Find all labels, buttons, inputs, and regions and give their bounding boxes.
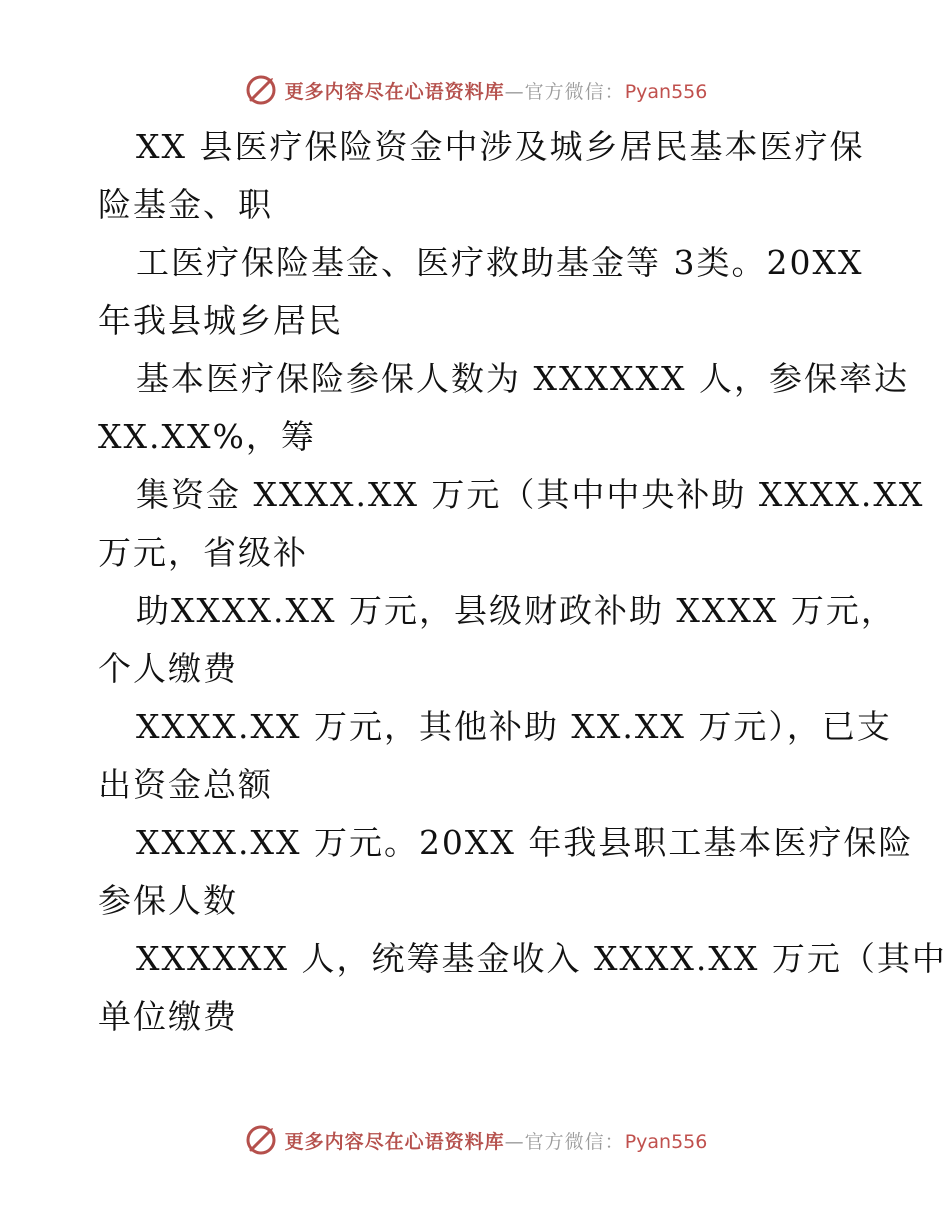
text-line: 险基金、职	[98, 185, 273, 224]
document-body	[98, 118, 947, 1046]
banner-dash: —	[504, 1130, 525, 1153]
header-banner	[0, 70, 950, 110]
text-line: 出资金总额	[98, 765, 273, 804]
banner-text	[285, 77, 708, 104]
banner-dash: —	[504, 80, 525, 103]
text-line: XX 县医疗保险资金中涉及城乡居民基本医疗保	[136, 127, 865, 166]
text-line: XXXXXX 人，统筹基金收入 XXXX.XX 万元（其中	[136, 939, 947, 978]
banner-wechat-label: 官方微信：	[524, 1130, 625, 1153]
banner-wechat-id: Pyan556	[624, 1130, 708, 1153]
text-line: XX.XX%，筹	[98, 417, 316, 456]
footer-banner	[0, 1120, 950, 1160]
text-line: 参保人数	[98, 881, 238, 920]
banner-text	[285, 1127, 708, 1154]
text-line: XXXX.XX 万元。20XX 年我县职工基本医疗保险	[136, 823, 914, 862]
text-line: 工医疗保险基金、医疗救助基金等 3类。20XX	[136, 243, 864, 282]
text-line: 助XXXX.XX 万元，县级财政补助 XXXX 万元，	[136, 591, 896, 630]
text-line: XXXX.XX 万元，其他补助 XX.XX 万元），已支	[136, 707, 892, 746]
library-logo-icon	[243, 1122, 279, 1158]
text-line: 年我县城乡居民	[98, 301, 343, 340]
banner-site-name: 更多内容尽在心语资料库	[284, 1130, 505, 1153]
banner-wechat-label: 官方微信：	[524, 80, 625, 103]
text-line: 集资金 XXXX.XX 万元（其中中央补助 XXXX.XX	[136, 475, 925, 514]
text-line: 基本医疗保险参保人数为 XXXXXX 人，参保率达	[136, 359, 909, 398]
text-line: 单位缴费	[98, 997, 238, 1036]
text-line: 万元，省级补	[98, 533, 308, 572]
text-line: 个人缴费	[98, 649, 238, 688]
library-logo-icon	[243, 72, 279, 108]
banner-site-name: 更多内容尽在心语资料库	[284, 80, 505, 103]
banner-wechat-id: Pyan556	[624, 80, 708, 103]
